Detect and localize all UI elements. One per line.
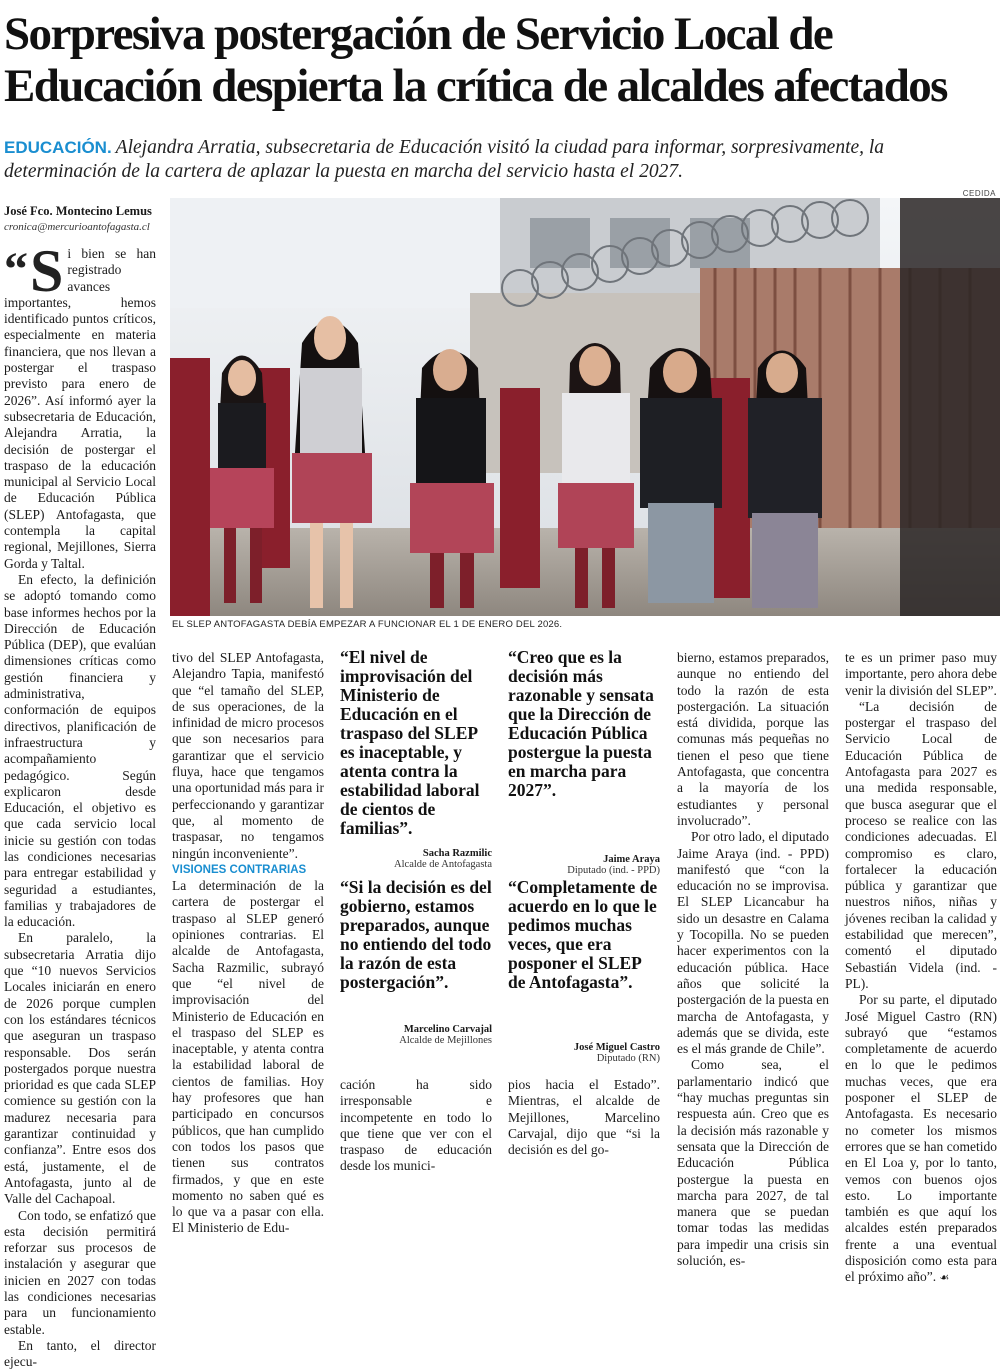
lead-text: Alejandra Arratia, subsecretaria de Educación visitó la ciudad para informar, sorpresivamente, la determinación de la cartera de aplazar la puesta en marcha del servicio hasta el 2027. (4, 137, 885, 182)
article-paragraph: bierno, estamos preparados, aunque no entiendo del todo la razón de esta postergación. La situación está dividida, porque las comunas más pequeñas no tienen el peso que tiene Antofagasta, que concentra a la mayoría de los estudiantes y personal involucrado”. (677, 650, 829, 828)
article-column-6 (845, 650, 997, 1287)
section-subheading: VISIONES CONTRARIAS (172, 863, 307, 876)
article-paragraph: cación ha sido irresponsable e incompetente en todo lo que tiene que ver con el traspaso de educación desde los munici- (340, 1077, 492, 1174)
paragraph-text: Por su parte, el diputado José Miguel Castro (RN) subrayó que “estamos completamente de acuerdo en lo que le pedimos muchas veces, que era posponer el SLEP de Antofagasta. Es necesario no cometer los mismos errores que se han cometido en El Loa y, por lo tanto, vemos con buenos ojos esto. Lo importante también es que aquí los alcaldes estén preparados frente a una eventual disposición como esta para el próximo año”. (845, 992, 997, 1285)
pull-quote-carvajal (340, 878, 492, 1046)
article-paragraph: En tanto, el director ejecu- (4, 1337, 156, 1370)
pull-quote-role: Diputado (RN) (596, 1053, 660, 1064)
article-paragraph (845, 992, 997, 1286)
article-paragraph: En efecto, la definición se adoptó tomando como base informes hechos por la Dirección de Educación Pública (DEP), que evalúan dimensiones críticas como gestión financiera y administrativa, conformación de equipos directivos, planificación de infraestructura y acompañamiento pedagógico. Según explicaron desde Educación, el objetivo es que cada servicio local inicie su gestión con todas las condiciones necesarias para entregar estabilidad y seguridad a estudiantes, familias y trabajadores de la educación. (4, 571, 156, 930)
pull-quote-text: “El nivel de improvisación del Ministerio de Educación en el traspaso del SLEP es inaceptable, y atenta contra la estabilidad laboral de cientos de familias”. (340, 647, 480, 838)
pull-quote-araya (508, 648, 660, 876)
article-column-2 (172, 650, 324, 1237)
article-column-4-bottom (508, 1077, 660, 1158)
pull-quote-text: “Completamente de acuerdo en lo que le pedimos muchas veces, que era posponer el SLEP de Antofagasta”. (508, 877, 658, 992)
pull-quote-castro (508, 878, 660, 1064)
article-paragraph: Por otro lado, el diputado Jaime Araya (ind. - PPD) manifestó que “con la educación no se improvisa. El SLEP Licancabur ha sido un desastre en Calama y Tocopilla. No se pueden hacer experimentos con la educación pública. Hace años que solicité la postergación de la puesta en marcha de Antofagasta, y además que se divida, este es el más grande de Chile”. (677, 829, 829, 1057)
article-paragraph: Como sea, el parlamentario indicó que “hay muchas preguntas sin respuesta aún. Creo que es la decisión más razonable y sensata que la Dirección de Educación Pública postergue la puesta en marcha para 2027, de tal manera que se puedan tomar todas las medidas para impedir una crisis sin solución, es- (677, 1057, 829, 1268)
lead-kicker: EDUCACIÓN. (4, 138, 112, 157)
pull-quote-role: Diputado (ind. - PPD) (567, 865, 660, 876)
article-column-5 (677, 650, 829, 1269)
pull-quote-role: Alcalde de Antofagasta (394, 859, 492, 870)
article-paragraph: tivo del SLEP Antofagasta, Alejandro Tapia, manifestó que “el tamaño del SLEP, de sus operaciones, de la infinidad de micro procesos que son necesarios para garantizar que el servicio fluya, hace que tengamos una oportunidad más para ir perfeccionando y garantizar que, al momento de traspasar, no tengamos ningún inconveniente”. (172, 650, 324, 861)
author-name: José Fco. Montecino Lemus (4, 204, 152, 218)
pull-quote-text: “Si la decisión es del gobierno, estamos preparados, aunque no entiendo del todo la razón de esta postergación”. (340, 877, 492, 992)
article-paragraph (4, 238, 156, 572)
photo-credit: CEDIDA (962, 189, 996, 198)
article-paragraph: La determinación de la cartera de postergar el traspaso al SLEP generó opiniones contrarias. El alcalde de Antofagasta, Sacha Razmilic, subrayó que “el nivel de improvisación del Ministerio de Educación en el traspaso del SLEP es inaceptable, y atenta contra la estabilidad laboral de cientos de familias. Hoy hay profesores que han participado en concursos públicos, que han cumplido con todos los pasos que tienen sus contratos firmados, y que en este momento no saben qué es lo que va a pasar con ella. El Ministerio de Edu- (172, 878, 324, 1236)
paragraph-text: i bien se han registrado avances importantes, hemos identificado puntos críticos, especialmente en materia financiera, que nos llevan a postergar el traspaso previsto para enero de 2026”. Así informó ayer la subsecretaria de Educación, Alejandra Arratia, la decisión de postergar el traspaso de la educación municipal al Servicio Local de Educación Pública (SLEP) Antofagasta, que contempla la capital regional, Mejillones, Sierra Gorda y Taltal. (4, 246, 156, 571)
pull-quote-name: Jaime Araya (603, 854, 660, 865)
pull-quote-name: Sacha Razmilic (422, 848, 492, 859)
photo-caption: EL SLEP ANTOFAGASTA DEBÍA EMPEZAR A FUNCIONAR EL 1 DE ENERO DEL 2026. (172, 619, 563, 630)
pull-quote-name: José Miguel Castro (573, 1042, 660, 1053)
article-paragraph: Con todo, se enfatizó que esta decisión permitirá reforzar sus procesos de instalación y asegurar que inicien en 2027 con todas las condiciones necesarias para un funcionamiento estable. (4, 1207, 156, 1337)
author-email[interactable]: cronica@mercurioantofagasta.cl (4, 221, 150, 233)
article-column-3-bottom (340, 1077, 492, 1175)
pull-quote-razmilic (340, 648, 492, 870)
opening-quote-mark: “ (4, 243, 28, 296)
pull-quote-name: Marcelino Carvajal (403, 1024, 492, 1035)
drop-cap: S (30, 238, 64, 304)
pull-quote-text: “Creo que es la decisión más razonable y sensata que la Dirección de Educación Pública postergue la puesta en marcha para 2027”. (508, 647, 654, 800)
end-mark-icon: ☙ (939, 1272, 950, 1285)
article-photo (170, 198, 1000, 616)
article-column-1 (4, 238, 156, 1370)
pull-quote-role: Alcalde de Mejillones (399, 1035, 492, 1046)
article-paragraph: pios hacia el Estado”. Mientras, el alcalde de Mejillones, Marcelino Carvajal, dijo que “si la decisión es del go- (508, 1077, 660, 1158)
article-paragraph: te es un primer paso muy importante, pero ahora debe venir la división del SLEP”. (845, 650, 997, 698)
article-paragraph: “La decisión de postergar el traspaso del Servicio Local de Educación Pública de Antofagasta para 2027 es una medida responsable, que busca asegurar que el proceso se realice con las condiciones adecuadas. El compromiso es claro, fortalecer la educación pública y garantizar que nuestros niños, niñas y jóvenes reciban la calidad y estabilidad que merecen”, comentó el diputado Sebastián Videla (ind. - PL). (845, 698, 997, 991)
headline: Sorpresiva postergación de Servicio Local de Educación despierta la crítica de alcaldes afectados (4, 8, 947, 112)
article-paragraph: En paralelo, la subsecretaria Arratia dijo que “10 nuevos Servicios Locales iniciarán en enero de 2026 porque cumplen con los estándares técnicos que aseguran un traspaso responsable. Dos serán postergados porque nuestra prioridad es que cada SLEP comience su gestión con la madurez necesaria para garantizar continuidad y confianza”. Entre esos dos está, justamente, el de Antofagasta, junto al de Valle del Cachapoal. (4, 930, 156, 1207)
lead-paragraph (4, 136, 994, 184)
students-photo-illustration (170, 198, 1000, 616)
